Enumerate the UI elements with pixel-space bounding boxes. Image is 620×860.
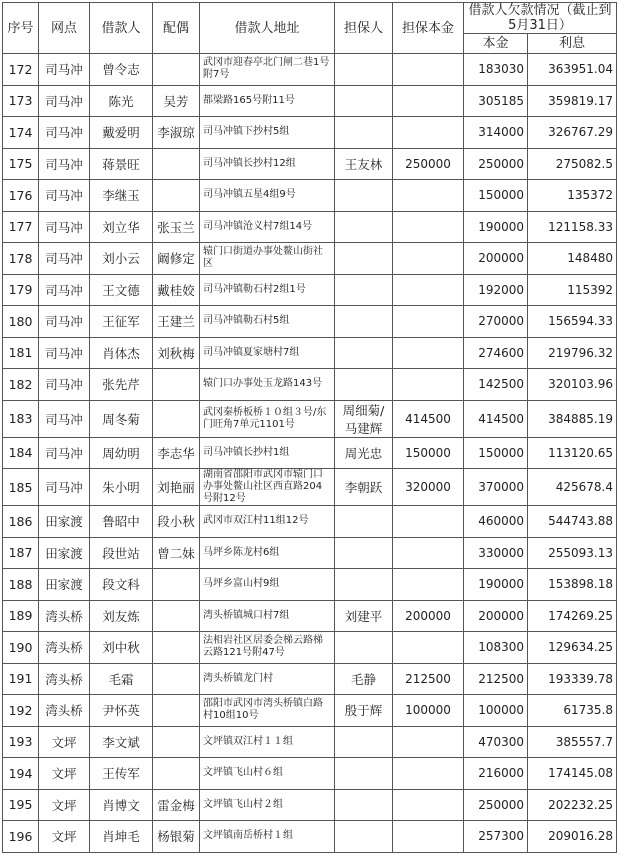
cell-spouse: 雷金梅 — [153, 789, 200, 821]
cell-borrower: 戴爱明 — [90, 117, 153, 149]
cell-principal: 150000 — [464, 437, 528, 469]
cell-principal: 150000 — [464, 180, 528, 212]
cell-guarantor: 殷于辉 — [335, 695, 393, 727]
cell-borrower: 李继玉 — [90, 180, 153, 212]
cell-guarantor: 李朝跃 — [335, 469, 393, 506]
cell-interest: 153898.18 — [528, 569, 617, 601]
cell-no: 177 — [3, 211, 39, 243]
table-row — [3, 537, 617, 569]
cell-guarantee-amount: 100000 — [393, 695, 464, 727]
cell-guarantee-amount — [393, 726, 464, 758]
cell-borrower: 肖坤毛 — [90, 821, 153, 853]
cell-branch: 司马冲 — [39, 369, 90, 401]
cell-guarantor — [335, 369, 393, 401]
cell-no: 179 — [3, 274, 39, 306]
cell-branch: 湾头桥 — [39, 632, 90, 664]
cell-spouse: 王建兰 — [153, 306, 200, 338]
cell-branch: 司马冲 — [39, 54, 90, 86]
cell-borrower: 肖博文 — [90, 789, 153, 821]
cell-no: 186 — [3, 506, 39, 538]
cell-no: 196 — [3, 821, 39, 853]
cell-guarantor — [335, 243, 393, 275]
cell-guarantor — [335, 274, 393, 306]
cell-branch: 司马冲 — [39, 437, 90, 469]
cell-guarantee-amount: 250000 — [393, 148, 464, 180]
cell-address: 武冈秦桥板桥１０组３号/东门旺角7单元1101号 — [200, 400, 335, 437]
table-header — [3, 3, 617, 54]
cell-address: 司马冲镇长抄村12组 — [200, 148, 335, 180]
cell-address: 文坪镇飞山村６组 — [200, 758, 335, 790]
cell-principal: 414500 — [464, 400, 528, 437]
cell-principal: 305185 — [464, 85, 528, 117]
cell-principal: 314000 — [464, 117, 528, 149]
cell-spouse — [153, 663, 200, 695]
table-row — [3, 726, 617, 758]
cell-principal: 108300 — [464, 632, 528, 664]
cell-borrower: 陈光 — [90, 85, 153, 117]
header-arrears-line2: 5月31日） — [508, 18, 572, 33]
cell-borrower: 张先芹 — [90, 369, 153, 401]
table-row — [3, 180, 617, 212]
cell-interest: 156594.33 — [528, 306, 617, 338]
cell-spouse — [153, 695, 200, 727]
cell-borrower: 李文斌 — [90, 726, 153, 758]
cell-branch: 湾头桥 — [39, 663, 90, 695]
cell-branch: 田家渡 — [39, 506, 90, 538]
cell-branch: 湾头桥 — [39, 600, 90, 632]
cell-borrower: 段世站 — [90, 537, 153, 569]
cell-interest: 209016.28 — [528, 821, 617, 853]
cell-no: 178 — [3, 243, 39, 275]
cell-interest: 425678.4 — [528, 469, 617, 506]
cell-address: 司马冲镇下抄村5组 — [200, 117, 335, 149]
cell-address: 文坪镇双江村１１组 — [200, 726, 335, 758]
cell-guarantee-amount — [393, 117, 464, 149]
cell-interest: 363951.04 — [528, 54, 617, 86]
cell-branch: 文坪 — [39, 726, 90, 758]
cell-no: 182 — [3, 369, 39, 401]
table-row — [3, 274, 617, 306]
cell-guarantee-amount — [393, 369, 464, 401]
table-body — [3, 54, 617, 853]
header-arrears — [464, 3, 617, 34]
cell-principal: 460000 — [464, 506, 528, 538]
header-interest: 利息 — [528, 34, 617, 54]
cell-borrower: 段文科 — [90, 569, 153, 601]
header-spouse: 配偶 — [153, 3, 200, 54]
table-row — [3, 148, 617, 180]
table-row — [3, 506, 617, 538]
cell-address: 马坪乡陈龙村6组 — [200, 537, 335, 569]
cell-spouse — [153, 726, 200, 758]
cell-guarantee-amount — [393, 54, 464, 86]
cell-guarantee-amount: 414500 — [393, 400, 464, 437]
cell-borrower: 周冬菊 — [90, 400, 153, 437]
table-row — [3, 306, 617, 338]
cell-address: 司马冲镇沧义村7组14号 — [200, 211, 335, 243]
cell-borrower: 鲁昭中 — [90, 506, 153, 538]
cell-principal: 190000 — [464, 211, 528, 243]
cell-guarantor — [335, 506, 393, 538]
cell-borrower: 王传军 — [90, 758, 153, 790]
cell-interest: 219796.32 — [528, 337, 617, 369]
cell-spouse — [153, 758, 200, 790]
cell-branch: 文坪 — [39, 789, 90, 821]
cell-guarantee-amount — [393, 632, 464, 664]
header-principal: 本金 — [464, 34, 528, 54]
cell-interest: 359819.17 — [528, 85, 617, 117]
cell-guarantor — [335, 211, 393, 243]
cell-guarantor — [335, 54, 393, 86]
cell-interest: 326767.29 — [528, 117, 617, 149]
cell-address: 辕门口办事处玉龙路143号 — [200, 369, 335, 401]
cell-borrower: 刘小云 — [90, 243, 153, 275]
cell-no: 191 — [3, 663, 39, 695]
cell-principal: 470300 — [464, 726, 528, 758]
cell-no: 184 — [3, 437, 39, 469]
cell-guarantor — [335, 306, 393, 338]
cell-interest: 385557.7 — [528, 726, 617, 758]
cell-spouse: 段小秋 — [153, 506, 200, 538]
cell-guarantee-amount: 320000 — [393, 469, 464, 506]
cell-guarantee-amount — [393, 211, 464, 243]
table-row — [3, 437, 617, 469]
cell-guarantee-amount — [393, 274, 464, 306]
cell-no: 195 — [3, 789, 39, 821]
cell-spouse — [153, 148, 200, 180]
cell-no: 193 — [3, 726, 39, 758]
cell-guarantee-amount — [393, 789, 464, 821]
header-no: 序号 — [3, 3, 39, 54]
cell-spouse: 戴桂姣 — [153, 274, 200, 306]
cell-principal: 200000 — [464, 243, 528, 275]
cell-spouse: 杨银菊 — [153, 821, 200, 853]
cell-branch: 司马冲 — [39, 243, 90, 275]
cell-branch: 司马冲 — [39, 211, 90, 243]
cell-address: 武冈市迎春亭北门闸二巷1号附7号 — [200, 54, 335, 86]
cell-interest: 174145.08 — [528, 758, 617, 790]
table-row — [3, 569, 617, 601]
cell-address: 武冈市双江村11组12号 — [200, 506, 335, 538]
cell-guarantee-amount — [393, 243, 464, 275]
cell-address: 辕门口街道办事处鳌山街社区 — [200, 243, 335, 275]
cell-address: 司马冲镇五星4组9号 — [200, 180, 335, 212]
cell-guarantee-amount — [393, 537, 464, 569]
cell-spouse — [153, 632, 200, 664]
cell-guarantor — [335, 726, 393, 758]
cell-guarantee-amount — [393, 85, 464, 117]
cell-interest: 320103.96 — [528, 369, 617, 401]
cell-guarantee-amount — [393, 506, 464, 538]
cell-borrower: 王征军 — [90, 306, 153, 338]
header-borrower: 借款人 — [90, 3, 153, 54]
table-row — [3, 243, 617, 275]
header-branch: 网点 — [39, 3, 90, 54]
cell-spouse: 张玉兰 — [153, 211, 200, 243]
table-row — [3, 211, 617, 243]
cell-no: 175 — [3, 148, 39, 180]
header-arrears-line1: 借款人欠款情况（截止到 — [468, 3, 612, 18]
cell-guarantor — [335, 180, 393, 212]
table-row — [3, 821, 617, 853]
cell-branch: 文坪 — [39, 758, 90, 790]
cell-spouse — [153, 569, 200, 601]
cell-principal: 190000 — [464, 569, 528, 601]
cell-principal: 212500 — [464, 663, 528, 695]
cell-spouse: 刘秋梅 — [153, 337, 200, 369]
cell-borrower: 曾令志 — [90, 54, 153, 86]
cell-borrower: 尹怀英 — [90, 695, 153, 727]
table-row — [3, 469, 617, 506]
table-row — [3, 600, 617, 632]
cell-principal: 100000 — [464, 695, 528, 727]
cell-borrower: 周幼明 — [90, 437, 153, 469]
cell-guarantor: 王友林 — [335, 148, 393, 180]
cell-principal: 370000 — [464, 469, 528, 506]
cell-branch: 司马冲 — [39, 117, 90, 149]
cell-no: 172 — [3, 54, 39, 86]
cell-guarantor — [335, 337, 393, 369]
cell-principal: 250000 — [464, 148, 528, 180]
cell-spouse — [153, 400, 200, 437]
cell-spouse: 刘艳丽 — [153, 469, 200, 506]
cell-guarantor — [335, 821, 393, 853]
header-address: 借款人地址 — [200, 3, 335, 54]
cell-branch: 田家渡 — [39, 569, 90, 601]
cell-branch: 司马冲 — [39, 400, 90, 437]
cell-address: 司马冲镇勒石村5组 — [200, 306, 335, 338]
cell-principal: 192000 — [464, 274, 528, 306]
cell-guarantor: 刘建平 — [335, 600, 393, 632]
cell-interest: 275082.5 — [528, 148, 617, 180]
cell-borrower: 刘友炼 — [90, 600, 153, 632]
cell-guarantor — [335, 569, 393, 601]
cell-borrower: 刘立华 — [90, 211, 153, 243]
cell-guarantor — [335, 632, 393, 664]
cell-borrower: 刘中秋 — [90, 632, 153, 664]
cell-address: 都梁路165号附11号 — [200, 85, 335, 117]
table-row — [3, 400, 617, 437]
cell-interest: 202232.25 — [528, 789, 617, 821]
cell-principal: 274600 — [464, 337, 528, 369]
cell-no: 183 — [3, 400, 39, 437]
cell-interest: 255093.13 — [528, 537, 617, 569]
cell-interest: 193339.78 — [528, 663, 617, 695]
cell-principal: 330000 — [464, 537, 528, 569]
cell-no: 180 — [3, 306, 39, 338]
cell-guarantee-amount — [393, 758, 464, 790]
cell-guarantor — [335, 537, 393, 569]
cell-address: 湾头桥镇龙门村 — [200, 663, 335, 695]
cell-spouse — [153, 54, 200, 86]
cell-principal: 270000 — [464, 306, 528, 338]
table-row — [3, 663, 617, 695]
cell-guarantor: 周细菊/马建辉 — [335, 400, 393, 437]
cell-guarantee-amount — [393, 306, 464, 338]
cell-guarantor — [335, 758, 393, 790]
cell-interest: 148480 — [528, 243, 617, 275]
cell-interest: 121158.33 — [528, 211, 617, 243]
cell-interest: 129634.25 — [528, 632, 617, 664]
cell-guarantor: 毛静 — [335, 663, 393, 695]
cell-spouse: 曾二妹 — [153, 537, 200, 569]
cell-principal: 257300 — [464, 821, 528, 853]
cell-borrower: 朱小明 — [90, 469, 153, 506]
cell-branch: 司马冲 — [39, 148, 90, 180]
table-row — [3, 369, 617, 401]
cell-address: 文坪镇飞山村２组 — [200, 789, 335, 821]
cell-no: 181 — [3, 337, 39, 369]
cell-interest: 61735.8 — [528, 695, 617, 727]
cell-no: 190 — [3, 632, 39, 664]
table-row — [3, 632, 617, 664]
cell-spouse: 阚修定 — [153, 243, 200, 275]
cell-no: 185 — [3, 469, 39, 506]
cell-guarantor — [335, 85, 393, 117]
cell-no: 176 — [3, 180, 39, 212]
cell-address: 邵阳市武冈市湾头桥镇白路村10组10号 — [200, 695, 335, 727]
cell-branch: 司马冲 — [39, 469, 90, 506]
cell-interest: 135372 — [528, 180, 617, 212]
cell-no: 173 — [3, 85, 39, 117]
cell-no: 174 — [3, 117, 39, 149]
cell-guarantor — [335, 117, 393, 149]
table-row — [3, 85, 617, 117]
cell-branch: 司马冲 — [39, 85, 90, 117]
cell-address: 司马冲镇勒石村2组1号 — [200, 274, 335, 306]
cell-borrower: 肖体杰 — [90, 337, 153, 369]
table-row — [3, 337, 617, 369]
loan-arrears-table — [2, 2, 617, 853]
cell-spouse: 李志华 — [153, 437, 200, 469]
cell-address: 马坪乡富山村9组 — [200, 569, 335, 601]
cell-no: 187 — [3, 537, 39, 569]
cell-branch: 司马冲 — [39, 306, 90, 338]
cell-branch: 田家渡 — [39, 537, 90, 569]
header-guarantor: 担保人 — [335, 3, 393, 54]
cell-interest: 174269.25 — [528, 600, 617, 632]
cell-principal: 250000 — [464, 789, 528, 821]
cell-address: 湾头桥镇城口村7组 — [200, 600, 335, 632]
cell-principal: 142500 — [464, 369, 528, 401]
cell-spouse — [153, 180, 200, 212]
cell-no: 192 — [3, 695, 39, 727]
cell-interest: 115392 — [528, 274, 617, 306]
cell-interest: 544743.88 — [528, 506, 617, 538]
cell-spouse — [153, 600, 200, 632]
cell-borrower: 蒋景旺 — [90, 148, 153, 180]
cell-interest: 113120.65 — [528, 437, 617, 469]
cell-no: 188 — [3, 569, 39, 601]
table-row — [3, 695, 617, 727]
cell-guarantee-amount — [393, 569, 464, 601]
cell-guarantor — [335, 789, 393, 821]
cell-principal: 216000 — [464, 758, 528, 790]
cell-branch: 司马冲 — [39, 274, 90, 306]
table-row — [3, 758, 617, 790]
cell-branch: 司马冲 — [39, 180, 90, 212]
cell-no: 189 — [3, 600, 39, 632]
table-row — [3, 54, 617, 86]
cell-spouse — [153, 369, 200, 401]
cell-address: 法相岩社区居委会梯云路梯云路121号附47号 — [200, 632, 335, 664]
cell-principal: 183030 — [464, 54, 528, 86]
cell-spouse: 李淑琼 — [153, 117, 200, 149]
cell-branch: 文坪 — [39, 821, 90, 853]
table-row — [3, 117, 617, 149]
cell-guarantee-amount: 150000 — [393, 437, 464, 469]
cell-address: 湖南省邵阳市武冈市辕门口办事处鳌山社区西直路204号附12号 — [200, 469, 335, 506]
cell-principal: 200000 — [464, 600, 528, 632]
cell-guarantor: 周光忠 — [335, 437, 393, 469]
cell-guarantee-amount — [393, 337, 464, 369]
cell-borrower: 毛霜 — [90, 663, 153, 695]
cell-guarantee-amount: 200000 — [393, 600, 464, 632]
cell-branch: 湾头桥 — [39, 695, 90, 727]
table-row — [3, 789, 617, 821]
cell-no: 194 — [3, 758, 39, 790]
cell-interest: 384885.19 — [528, 400, 617, 437]
header-guarantee-amount: 担保本金 — [393, 3, 464, 54]
cell-address: 司马冲镇长抄村1组 — [200, 437, 335, 469]
cell-guarantee-amount — [393, 180, 464, 212]
cell-address: 文坪镇南岳桥村１组 — [200, 821, 335, 853]
cell-guarantee-amount — [393, 821, 464, 853]
cell-borrower: 王文德 — [90, 274, 153, 306]
cell-branch: 司马冲 — [39, 337, 90, 369]
cell-address: 司马冲镇夏家塘村7组 — [200, 337, 335, 369]
cell-guarantee-amount: 212500 — [393, 663, 464, 695]
cell-spouse: 吴芳 — [153, 85, 200, 117]
